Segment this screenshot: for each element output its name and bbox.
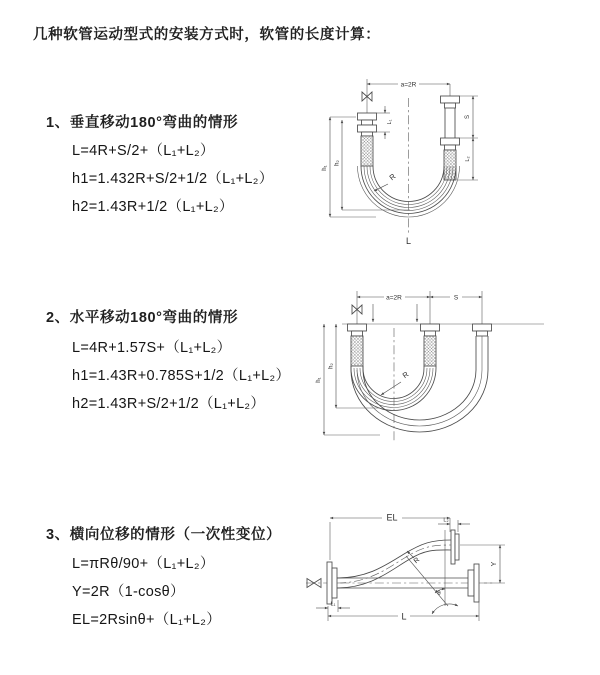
formula-line: EL=2Rsinθ+（L₁+L₂） <box>72 612 222 628</box>
formula-line: L=4R+S/2+（L₁+L₂） <box>72 143 215 159</box>
page-title: 几种软管运动型式的安装方式时，软管的长度计算： <box>33 27 381 43</box>
dim-label-l1: L₁ <box>330 601 336 608</box>
dim-label-r: R <box>387 171 398 183</box>
dim-label-h1: h₁ <box>322 165 328 171</box>
dim-label-r: R <box>412 556 422 566</box>
section-1-heading: 1、垂直移动180°弯曲的情形 <box>46 115 239 131</box>
formula-line: h2=1.43R+1/2（L₁+L₂） <box>72 199 234 215</box>
dim-label-el: EL <box>386 512 398 523</box>
dim-label-l1: L₁ <box>387 119 393 125</box>
dim-label-a2r: a=2R <box>386 294 402 302</box>
dim-label-theta: θ <box>437 591 441 597</box>
dim-label-r: R <box>400 369 411 381</box>
dim-label-l2: L₂ <box>465 156 471 162</box>
diagram-horizontal-180-bend <box>310 278 600 473</box>
dim-label-bottom-l: L <box>405 236 412 246</box>
formula-line: L=4R+1.57S+（L₁+L₂） <box>72 340 232 356</box>
formula-line: h1=1.432R+S/2+1/2（L₁+L₂） <box>72 171 274 187</box>
dim-label-bottom-l: L <box>401 611 407 622</box>
dim-label-h1: h₁ <box>316 377 322 383</box>
dim-label-s: S <box>453 294 459 302</box>
formula-line: L=πRθ/90+（L₁+L₂） <box>72 556 215 572</box>
dim-label-l2: L₂ <box>443 517 449 524</box>
formula-line: h1=1.43R+0.785S+1/2（L₁+L₂） <box>72 368 291 384</box>
section-2-heading: 2、水平移动180°弯曲的情形 <box>46 310 239 326</box>
diagram-vertical-180-bend <box>310 68 600 263</box>
formula-line: Y=2R（1-cosθ） <box>72 584 185 600</box>
dim-label-h2: h₂ <box>328 363 335 369</box>
dim-label-y: Y <box>491 561 498 567</box>
section-3-heading: 3、横向位移的情形（一次性变位） <box>46 527 282 543</box>
diagram-lateral-displacement <box>298 502 600 652</box>
dim-label-s: S <box>465 114 471 120</box>
formula-line: h2=1.43R+S/2+1/2（L₁+L₂） <box>72 396 266 412</box>
dim-label-a2r: a=2R <box>400 81 417 89</box>
dim-label-h2: h₂ <box>334 160 341 166</box>
